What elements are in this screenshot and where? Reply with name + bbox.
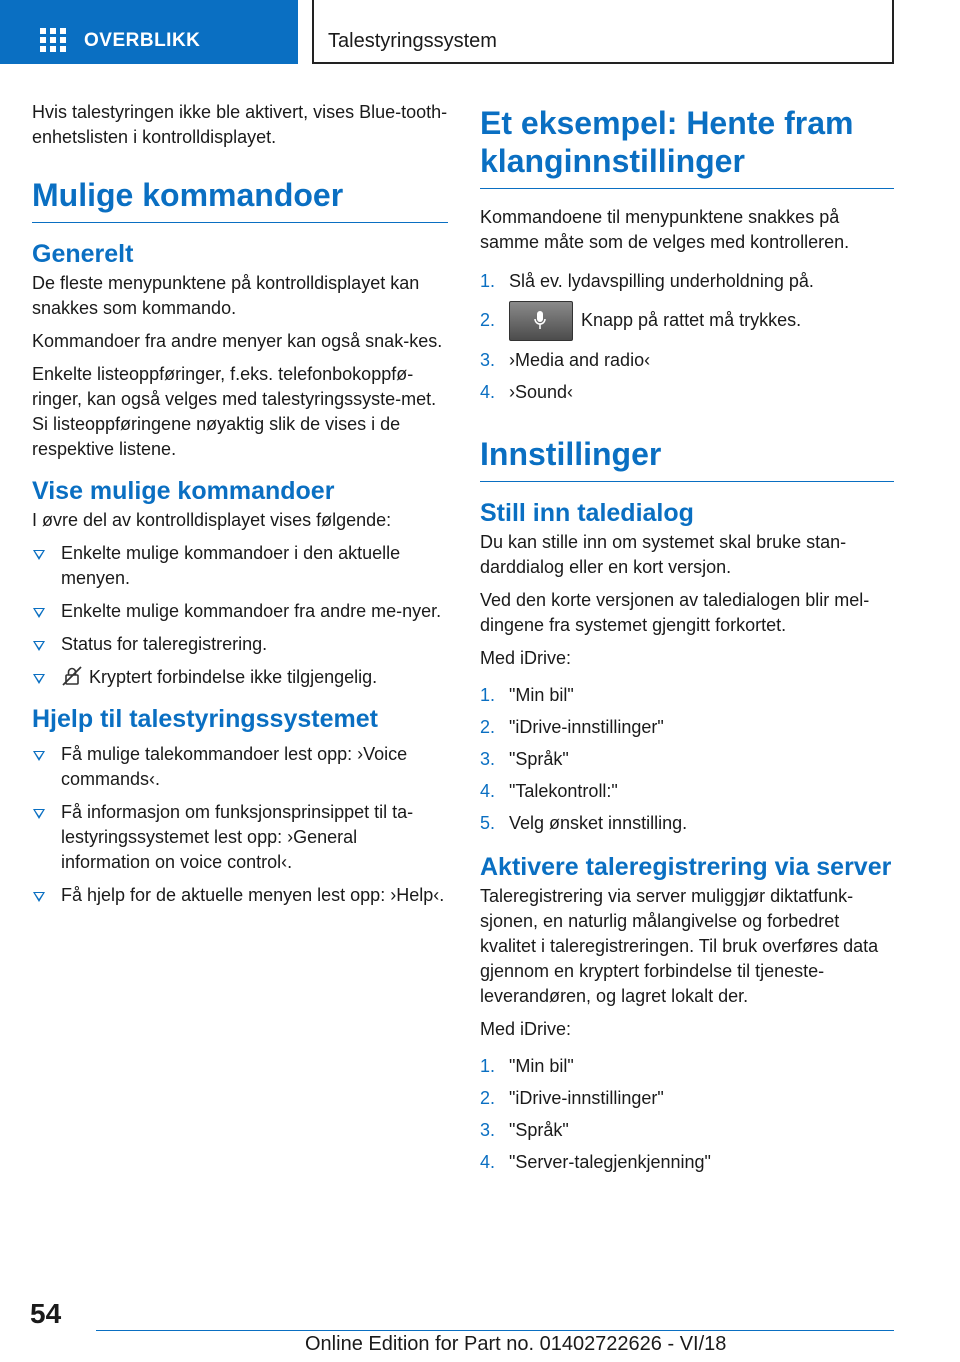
general-paragraph-2: Kommandoer fra andre menyer kan også snak‐kes. [32,331,443,351]
list-item [480,380,894,405]
footer-divider [96,1330,894,1331]
list-item [480,1086,894,1111]
list-item [480,301,894,341]
step-text: Slå ev. lydavspilling underholdning på. [509,271,814,291]
list-item [32,541,448,591]
triangle-bullet-icon [33,608,45,618]
step-number: 3. [480,350,496,371]
left-column [32,100,448,922]
step-number: 2. [480,717,496,738]
right-column [480,104,894,1187]
list-item-text: Få hjelp for de aktuelle menyen lest opp: ›Help‹. [61,885,445,905]
triangle-bullet-icon [33,550,45,560]
triangle-bullet-icon [33,809,45,819]
list-item-text: Enkelte mulige kommandoer i den aktuelle menyen. [61,543,401,588]
list-item [32,665,448,690]
heading-general: Generelt [32,240,134,268]
list-item [480,348,894,373]
list-item [32,883,448,908]
tab-overview[interactable] [0,0,298,64]
general-paragraph-3: Enkelte listeoppføringer, f.eks. telefonbokoppfø‐ringer, kan også velges med talestyringssyste‐met. Si listeoppføringene nøyaktig slik de vises i de respektive listene. [32,364,437,459]
step-number: 4. [480,1152,496,1173]
step-text: Knapp på rattet må trykkes. [581,310,802,330]
intro-paragraph: Hvis talestyringen ikke ble aktivert, vises Blue‐tooth-enhetslisten i kontrolldisplayet. [32,102,448,147]
crossed-lock-icon [61,665,83,687]
step-number: 3. [480,749,496,770]
list-item [480,683,894,708]
step-text: ›Sound‹ [509,382,574,403]
triangle-bullet-icon [33,751,45,761]
tab-section-label: Talestyringssystem [328,30,497,52]
server-paragraph: Taleregistrering via server muliggjør diktatfunk‐sjonen, en naturlig målangivelse og forbedret kvalitet i taleregistreringen. Til bruk overføres data gjennom en kryptert forbindelse til tjeneste‐leverandøren, og lagret lokalt der. [480,886,879,1007]
list-item [32,632,448,657]
section-title-commands: Mulige kommandoer [32,176,448,223]
dialog-idrive-label: Med iDrive: [480,648,572,669]
example-steps [480,269,894,405]
step-text: ›Media and radio‹ [509,350,651,371]
heading-dialog: Still inn taledialog [480,499,694,528]
list-item [480,269,894,294]
list-item-text: Status for taleregistrering. [61,634,268,654]
step-number: 4. [480,781,496,802]
list-item [32,599,448,624]
list-item-text: Få mulige talekommandoer lest opp: ›Voice commands‹. [61,744,408,789]
step-number: 2. [480,1088,496,1109]
dialog-paragraph-1: Du kan stille inn om systemet skal bruke stan‐darddialog eller en kort versjon. [480,532,847,578]
triangle-bullet-icon [33,641,45,651]
step-number: 1. [480,271,496,291]
server-idrive-label: Med iDrive: [480,1019,572,1040]
step-text: "Min bil" [509,685,574,706]
list-item [480,811,894,836]
heading-show-commands: Vise mulige kommandoer [32,477,335,505]
list-item [32,742,448,792]
footer-edition: Online Edition for Part no. 01402722626 - VI/18 [305,1333,727,1355]
step-number: 1. [480,1056,496,1077]
dialog-paragraph-2: Ved den korte versjonen av taledialogen blir mel‐dingene fra systemet gjengitt forkortet. [480,590,870,636]
list-item-text: Få informasjon om funksjonsprinsippet til ta‐lestyringssystemet lest opp: ›General information on voice control‹. [61,802,414,872]
list-item [32,800,448,875]
step-number: 1. [480,685,496,706]
page-number: 54 [30,1298,62,1329]
step-number: 5. [480,813,496,834]
step-text: Velg ønsket innstilling. [509,813,688,834]
microphone-icon [534,311,546,331]
heading-help: Hjelp til talestyringssystemet [32,705,378,733]
section-title-example: Et eksempel: Hente fram klanginnstillinger [480,104,894,189]
show-list [32,541,448,690]
section-title-settings: Innstillinger [480,435,894,482]
step-text: "Talekontroll:" [509,781,618,802]
show-paragraph: I øvre del av kontrolldisplayet vises følgende: [32,510,392,530]
server-steps [480,1054,894,1175]
list-item-text: Enkelte mulige kommandoer fra andre me‐nyer. [61,601,442,621]
list-item [480,1054,894,1079]
list-item [480,1118,894,1143]
list-item [480,747,894,772]
step-text: "iDrive-innstillinger" [509,717,664,738]
tab-section[interactable] [312,0,894,64]
step-number: 4. [480,382,496,403]
step-number: 2. [480,310,496,330]
list-item [480,779,894,804]
list-item-text: Kryptert forbindelse ikke tilgjengelig. [89,667,378,687]
list-item [480,715,894,740]
dialog-steps [480,683,894,836]
step-text: "Server-talegjenkjenning" [509,1152,711,1173]
step-text: "Min bil" [509,1056,574,1077]
heading-server: Aktivere taleregistrering via server [480,853,892,882]
list-item [480,1150,894,1175]
example-paragraph: Kommandoene til menypunktene snakkes på samme måte som de velges med kontrolleren. [480,207,850,252]
general-paragraph-1: De fleste menypunktene på kontrolldisplayet kan snakkes som kommando. [32,273,420,318]
grid-icon [40,28,66,52]
triangle-bullet-icon [33,674,45,684]
tab-overview-label: OVERBLIKK [84,30,201,51]
steering-wheel-voice-button [509,301,573,341]
step-text: "iDrive-innstillinger" [509,1088,664,1109]
step-text: "Språk" [509,749,569,770]
step-text: "Språk" [509,1120,569,1141]
triangle-bullet-icon [33,892,45,902]
help-list [32,742,448,908]
step-number: 3. [480,1120,496,1141]
